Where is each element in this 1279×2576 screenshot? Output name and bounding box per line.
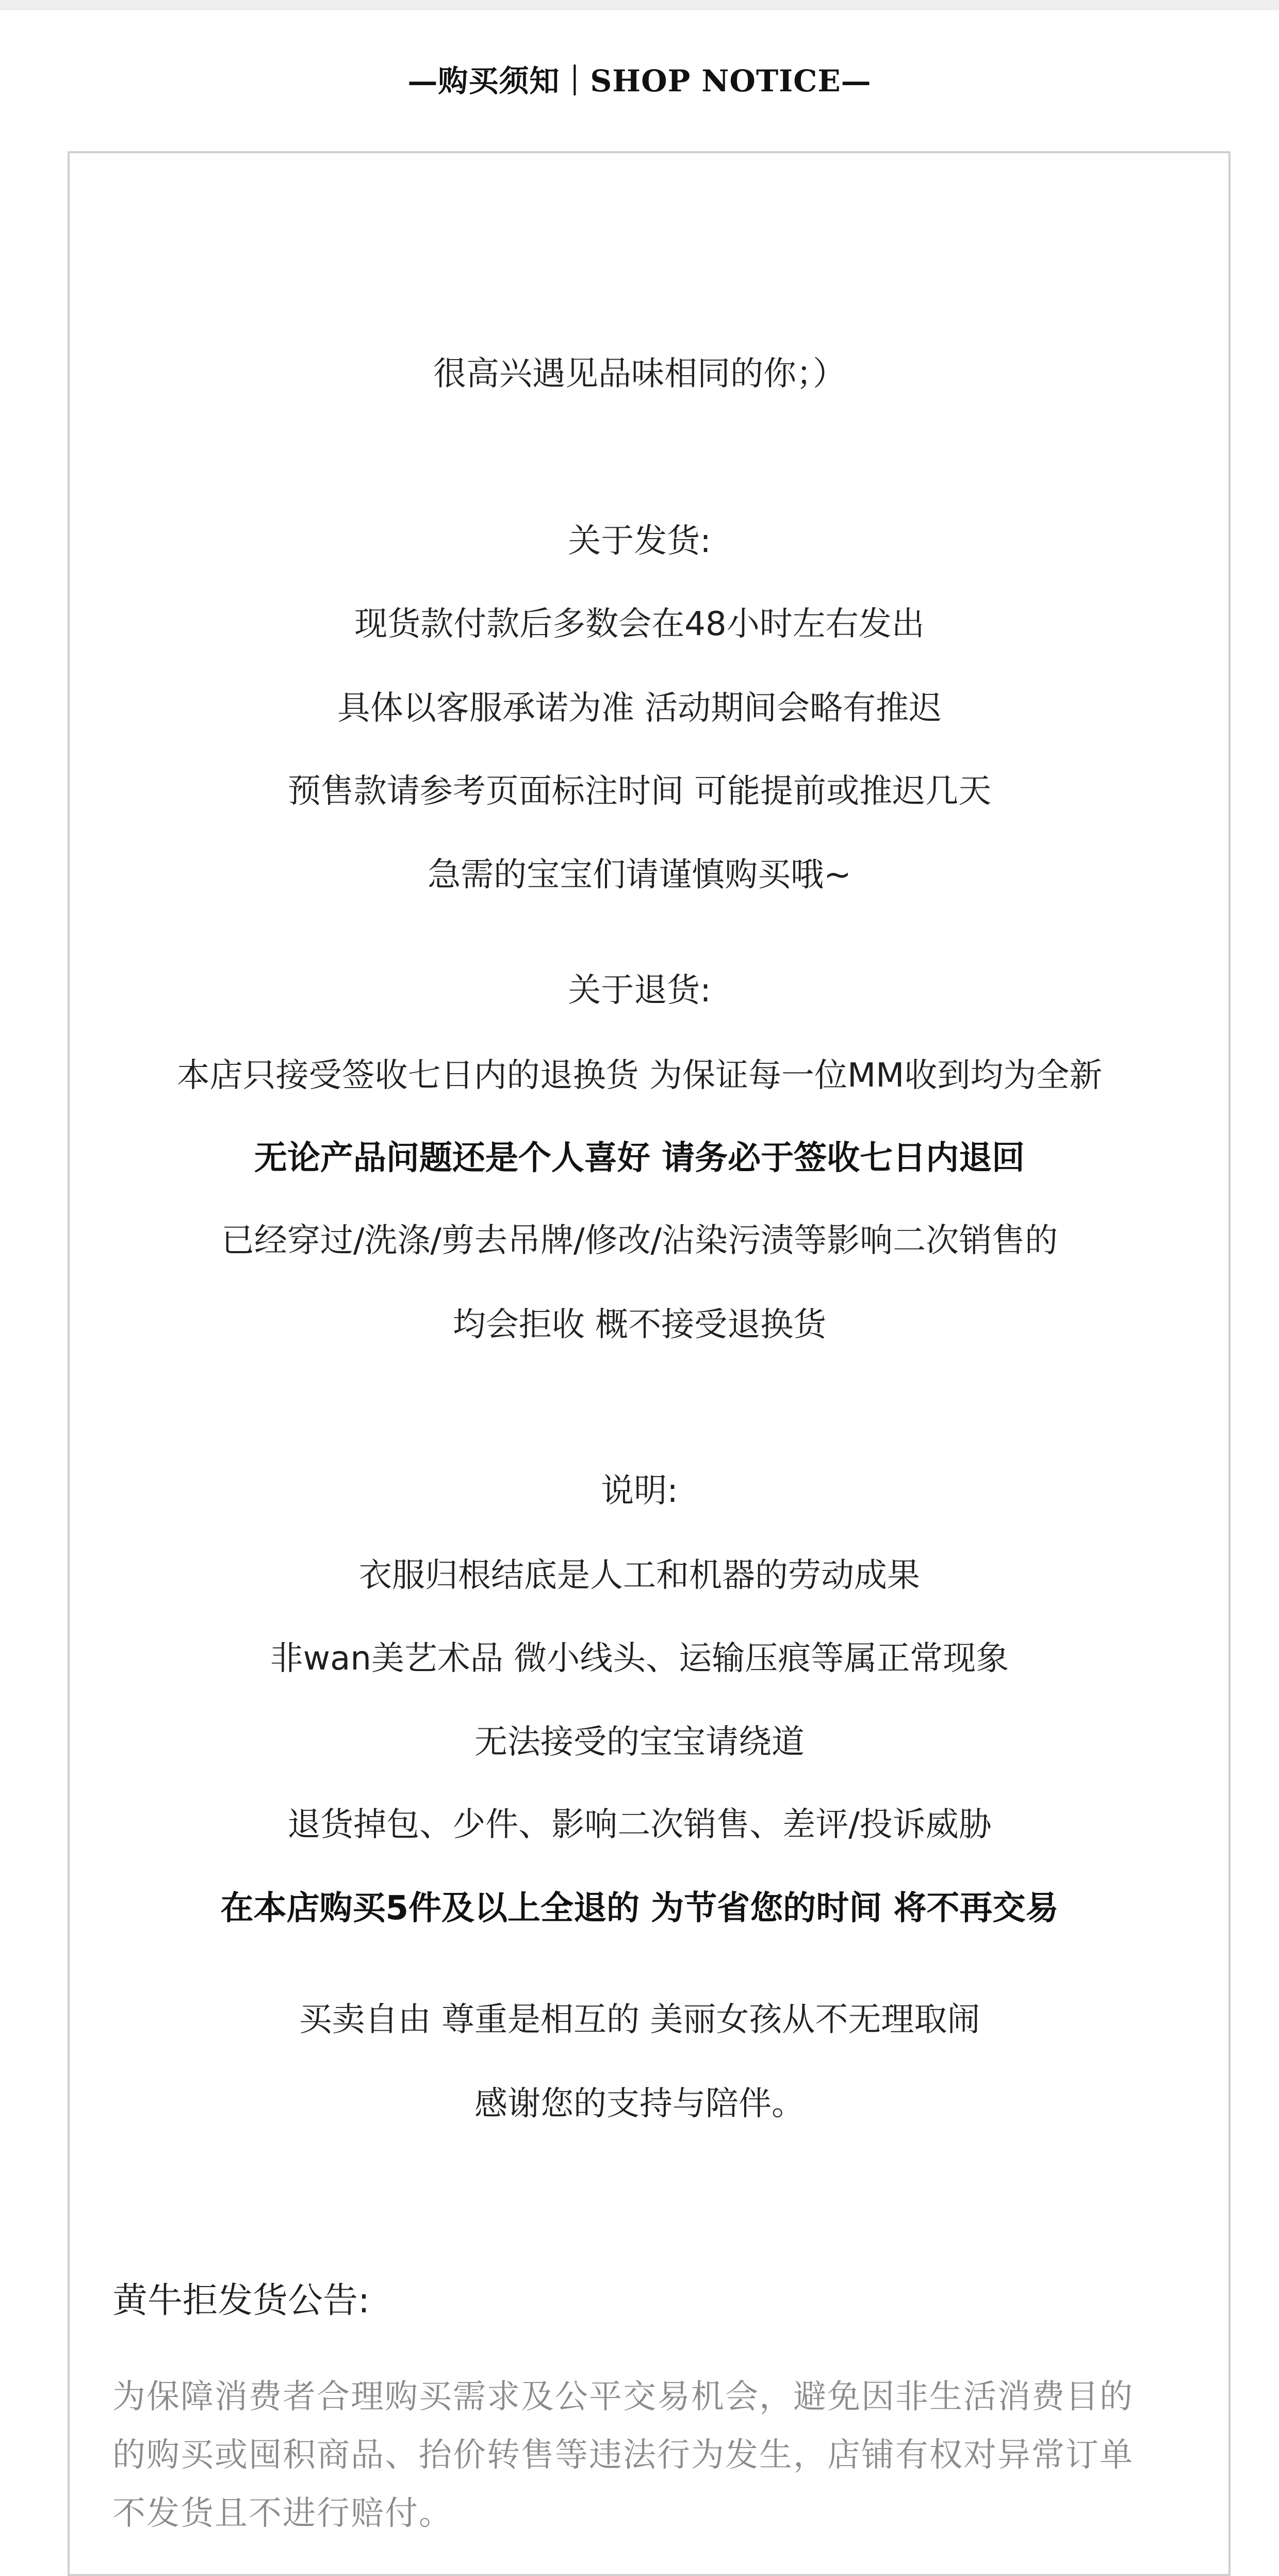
scalper-notice-line: 的购买或囤积商品、抬价转售等违法行为发生，店铺有权对异常订单: [112, 2436, 1134, 2474]
notes-line: 买卖自由 尊重是相互的 美丽女孩从不无理取闹: [299, 2001, 980, 2039]
scalper-notice-line: 不发货且不进行赔付。: [112, 2494, 453, 2533]
notes-line-emphasis: 在本店购买5件及以上全退的 为节省您的时间 将不再交易: [220, 1889, 1059, 1927]
shipping-heading: 关于发货:: [568, 522, 711, 560]
notice-box: [68, 151, 1231, 2576]
shipping-line: 现货款付款后多数会在48小时左右发出: [354, 605, 925, 643]
notes-line: 衣服归根结底是人工和机器的劳动成果: [359, 1557, 920, 1595]
shipping-line: 预售款请参考页面标注时间 可能提前或推迟几天: [287, 772, 992, 811]
returns-heading: 关于退货:: [568, 971, 711, 1010]
returns-line: 均会拒收 概不接受退换货: [452, 1306, 827, 1344]
shipping-line: 急需的宝宝们请谨慎购买哦~: [428, 856, 851, 894]
notes-line: 退货掉包、少件、影响二次销售、差评/投诉威胁: [287, 1806, 992, 1844]
scalper-notice-line: 为保障消费者合理购买需求及公平交易机会，避免因非生活消费目的: [112, 2378, 1134, 2416]
greeting-text: 很高兴遇见品味相同的你；）: [433, 355, 846, 393]
notes-line: 非wan美艺术品 微小线头、运输压痕等属正常现象: [270, 1640, 1009, 1678]
scalper-notice-title: 黄牛拒发货公告:: [112, 2280, 370, 2321]
notes-heading: 说明:: [601, 1472, 678, 1510]
top-edge-bar: [0, 0, 1279, 10]
notes-line: 感谢您的支持与陪伴。: [474, 2085, 805, 2123]
page-title: —购买须知｜SHOP NOTICE—: [407, 63, 872, 99]
scalper-notice-body: [112, 2368, 1201, 2543]
returns-line-emphasis: 无论产品问题还是个人喜好 请务必于签收七日内退回: [254, 1139, 1025, 1177]
returns-line: 已经穿过/洗涤/剪去吊牌/修改/沾染污渍等影响二次销售的: [221, 1222, 1058, 1260]
shipping-line: 具体以客服承诺为准 活动期间会略有推迟: [337, 689, 942, 727]
notes-line: 无法接受的宝宝请绕道: [474, 1723, 805, 1761]
returns-line: 本店只接受签收七日内的退换货 为保证每一位MM收到均为全新: [176, 1057, 1103, 1095]
